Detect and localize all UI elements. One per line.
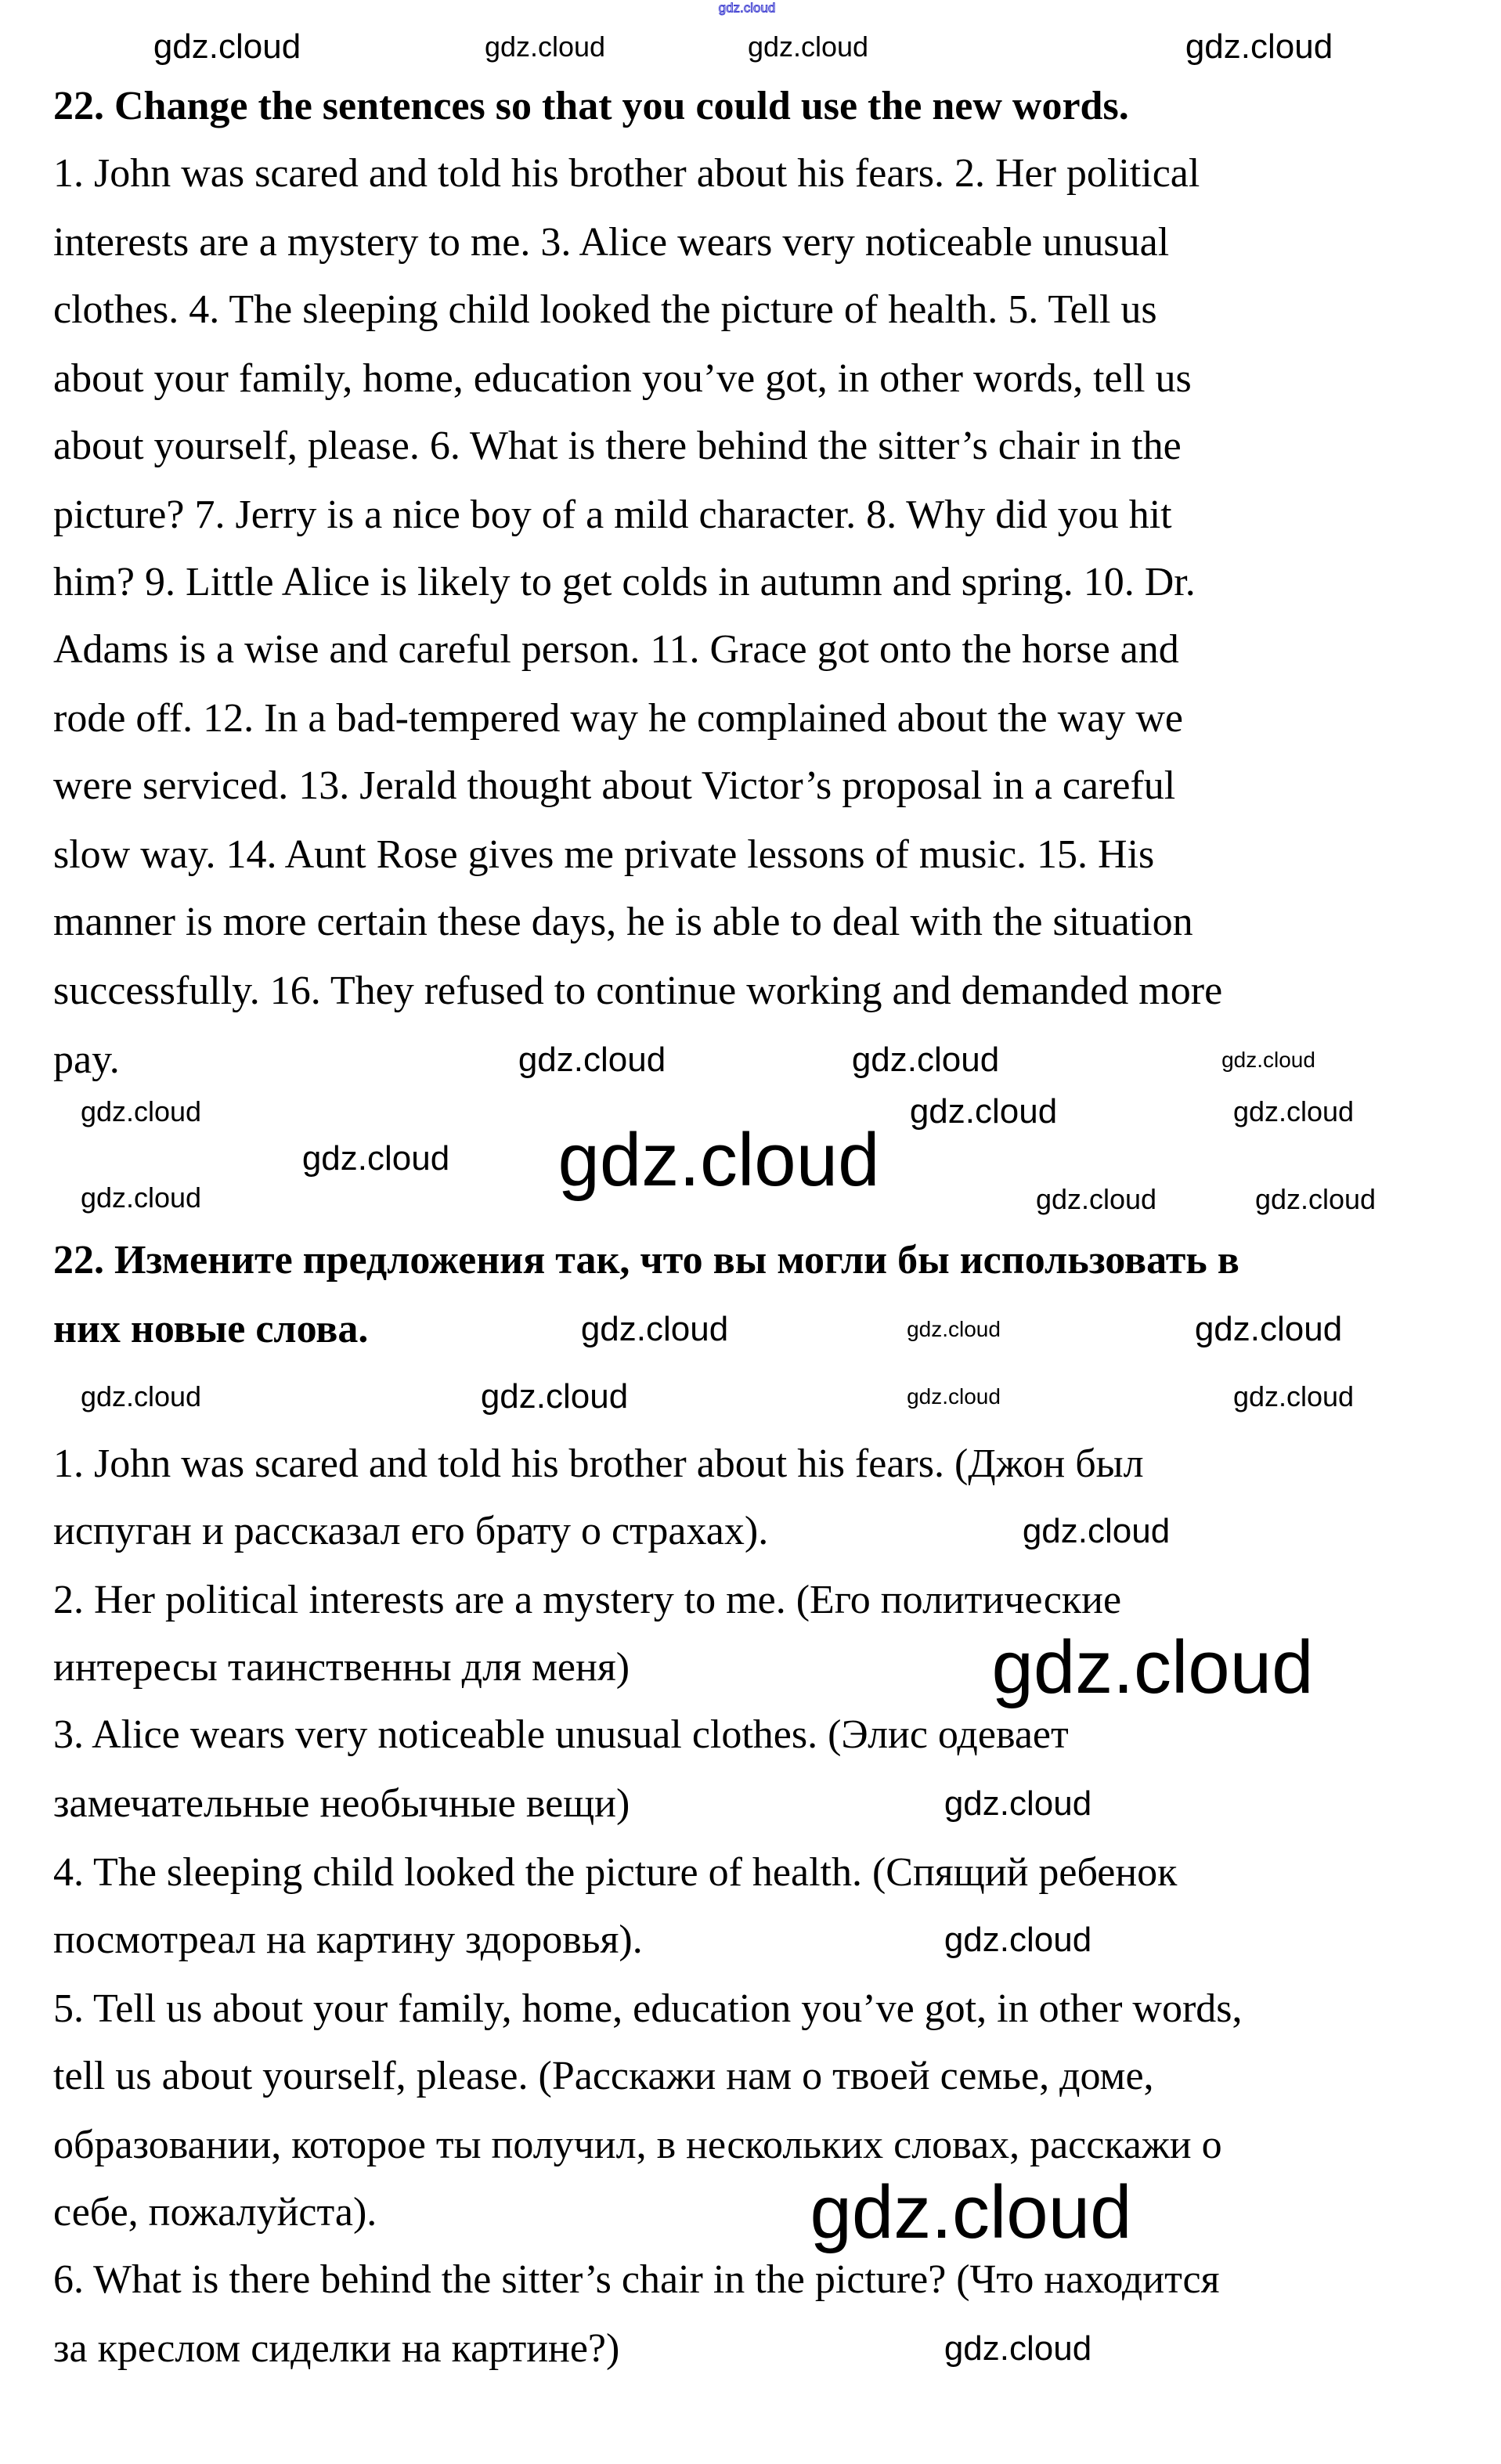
watermark: gdz.cloud: [747, 31, 869, 63]
watermark: gdz.cloud: [944, 1921, 1092, 1959]
text-line: испуган и рассказал его брату о страхах).: [53, 1509, 769, 1553]
text-line: manner is more certain these days, he is able to deal with the situation: [53, 900, 1193, 944]
text-line: замечательные необычные вещи): [53, 1781, 630, 1826]
text-line: about your family, home, education you’ve got, in other words, tell us: [53, 356, 1192, 401]
watermark: gdz.cloud: [1022, 1512, 1171, 1550]
exercise-title-ru: них новые слова.: [53, 1307, 369, 1351]
watermark: gdz.cloud: [480, 1377, 629, 1416]
watermark: gdz.cloud: [944, 2329, 1092, 2368]
watermark: gdz.cloud: [718, 0, 776, 16]
text-line: pay.: [53, 1037, 120, 1082]
text-line: за креслом сиделки на картине?): [53, 2326, 620, 2371]
text-line: 5. Tell us about your family, home, education you’ve got, in other words,: [53, 1986, 1243, 2031]
text-line: about yourself, please. 6. What is there behind the sitter’s chair in the: [53, 424, 1182, 468]
text-line: rode off. 12. In a bad-tempered way he complained about the way we: [53, 696, 1183, 741]
watermark: gdz.cloud: [810, 2170, 1132, 2254]
watermark: gdz.cloud: [580, 1310, 729, 1348]
text-line: 2. Her political interests are a mystery to me. (Его политические: [53, 1578, 1122, 1622]
watermark: gdz.cloud: [944, 1784, 1092, 1823]
text-line: slow way. 14. Aunt Rose gives me private lessons of music. 15. His: [53, 832, 1155, 877]
watermark: gdz.cloud: [80, 1380, 202, 1412]
watermark: gdz.cloud: [1232, 1380, 1355, 1412]
text-line: образовании, которое ты получил, в нескольких словах, расскажи о: [53, 2123, 1222, 2167]
exercise-title: 22. Change the sentences so that you could use the new words.: [53, 84, 1129, 128]
watermark: gdz.cloud: [991, 1625, 1314, 1709]
text-line: were serviced. 13. Jerald thought about Victor’s proposal in a careful: [53, 763, 1176, 808]
text-line: 3. Alice wears very noticeable unusual clothes. (Элис одевает: [53, 1712, 1069, 1757]
watermark: gdz.cloud: [301, 1139, 450, 1178]
watermark: gdz.cloud: [909, 1092, 1058, 1131]
watermark: gdz.cloud: [80, 1181, 202, 1214]
watermark: gdz.cloud: [557, 1118, 880, 1202]
watermark: gdz.cloud: [907, 1384, 1001, 1409]
text-line: себе, пожалуйста).: [53, 2190, 377, 2235]
watermark: gdz.cloud: [518, 1041, 666, 1079]
watermark: gdz.cloud: [484, 31, 606, 63]
text-line: clothes. 4. The sleeping child looked the picture of health. 5. Tell us: [53, 287, 1157, 332]
text-line: посмотреал на картину здоровья).: [53, 1917, 643, 1962]
watermark: gdz.cloud: [153, 27, 301, 66]
watermark: gdz.cloud: [907, 1317, 1001, 1341]
text-line: him? 9. Little Alice is likely to get colds in autumn and spring. 10. Dr.: [53, 560, 1196, 604]
text-line: 1. John was scared and told his brother about his fears. 2. Her political: [53, 151, 1200, 196]
watermark: gdz.cloud: [1254, 1183, 1377, 1215]
watermark: gdz.cloud: [1232, 1095, 1355, 1127]
text-line: tell us about yourself, please. (Расскажи нам о твоей семье, доме,: [53, 2054, 1154, 2098]
text-line: 6. What is there behind the sitter’s chair in the picture? (Что находится: [53, 2257, 1220, 2302]
text-line: successfully. 16. They refused to continue working and demanded more: [53, 969, 1223, 1013]
text-line: интересы таинственны для меня): [53, 1645, 630, 1690]
watermark: gdz.cloud: [851, 1041, 1000, 1079]
watermark: gdz.cloud: [1035, 1183, 1157, 1215]
watermark: gdz.cloud: [1221, 1048, 1315, 1072]
text-line: 1. John was scared and told his brother about his fears. (Джон был: [53, 1441, 1144, 1486]
watermark: gdz.cloud: [1185, 27, 1333, 66]
text-line: interests are a mystery to me. 3. Alice wears very noticeable unusual: [53, 220, 1170, 265]
watermark: gdz.cloud: [80, 1095, 202, 1127]
watermark: gdz.cloud: [1194, 1310, 1343, 1348]
text-line: Adams is a wise and careful person. 11. Grace got onto the horse and: [53, 627, 1179, 672]
text-line: picture? 7. Jerry is a nice boy of a mild character. 8. Why did you hit: [53, 492, 1172, 537]
exercise-title-ru: 22. Измените предложения так, что вы могли бы использовать в: [53, 1238, 1239, 1283]
text-line: 4. The sleeping child looked the picture of health. (Спящий ребенок: [53, 1850, 1178, 1895]
